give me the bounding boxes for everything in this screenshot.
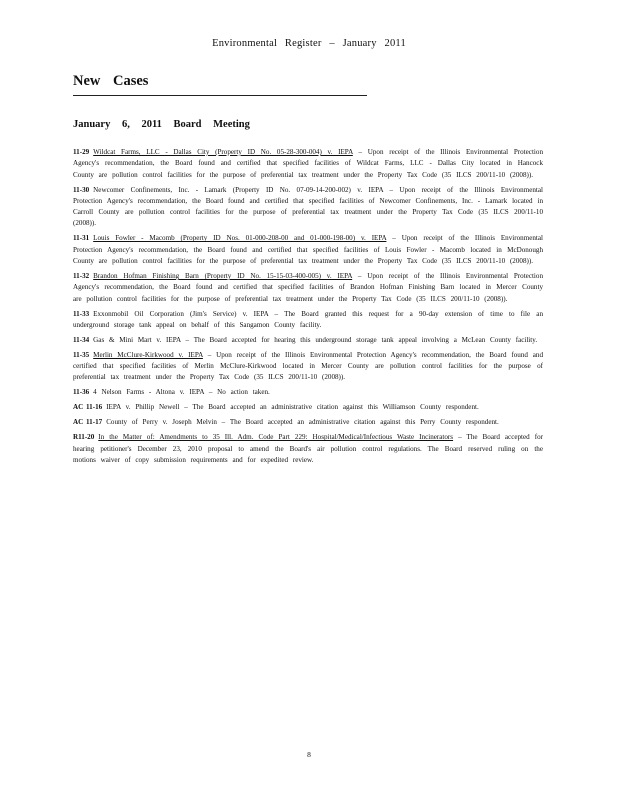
case-entry [73,335,543,346]
case-id: 11-36 [73,388,90,397]
case-link[interactable]: Brandon Hofman Finishing Barn (Property ID No. 15-15-03-400-005) v. IEPA [93,272,353,281]
case-id: 11-32 [73,272,90,281]
case-id: 11-29 [73,148,90,156]
case-id: 11-31 [73,234,90,243]
case-text: Gas & Mini Mart v. IEPA – The Board accepted for hearing this underground storage tank appeal involving a McLean County facility. [93,335,538,344]
case-id: AC 11-16 [73,403,103,412]
case-entry [73,402,543,413]
case-text: IEPA v. Phillip Newell – The Board accepted an administrative citation against this Williamson County respondent. [106,403,479,412]
section-title: New Cases [73,73,149,89]
case-entries [73,147,543,470]
case-text: Exxonmobil Oil Corporation (Jim's Service) v. IEPA – The Board granted this request for a 90-day extension of time to file an underground storage tank appeal on behalf of this Sangamon County facility. [73,309,543,329]
case-link[interactable]: Wildcat Farms, LLC - Dallas City (Property ID No. 05-28-300-004) v. IEPA [93,148,353,156]
case-id: 11-33 [73,309,90,318]
case-link[interactable]: Louis Fowler - Macomb (Property ID Nos. 01-000-208-00 and 01-000-198-00) v. IEPA [93,234,387,243]
case-text: – Upon receipt of the Illinois Environmental Protection Agency's recommendation, the Board found and certified that specified facilities of Merlin McClure-Kirkwood located in Mercer County are pollution control facilities for the purpose of preferential tax treatment under the Property Tax Code (35 ILCS 200/11-10 (2008)). [73,350,543,382]
case-text: County of Perry v. Joseph Melvin – The Board accepted an administrative citation against this Perry County respondent. [106,418,499,427]
case-id: 11-30 [73,185,90,194]
case-id: AC 11-17 [73,418,103,427]
case-id: 11-34 [73,335,90,344]
page-number: 8 [307,750,311,759]
case-entry [73,271,543,305]
case-entry [73,233,543,267]
case-entry [73,147,543,181]
case-text: – Upon receipt of the Illinois Environmental Protection Agency's recommendation, the Board found and certified that specified facilities of Louis Fowler - Macomb located in McDonough County are pollution control facilities for the purpose of preferential tax treatment under the Property Tax Code (35 ILCS 200/11-10 (2008)). [73,234,543,266]
case-entry [73,432,543,466]
case-entry [73,185,543,230]
case-entry [73,387,543,398]
case-entry [73,350,543,384]
case-id: R11-20 [73,433,95,442]
case-text: 4 Nelson Farms - Altona v. IEPA – No action taken. [93,388,270,397]
case-link[interactable]: In the Matter of: Amendments to 35 Ill. Adm. Code Part 229: Hospital/Medical/Infectious Waste Incinerators [98,433,454,442]
case-entry [73,417,543,428]
case-text: – The Board accepted for hearing petitioner's December 23, 2010 proposal to amend the Board's air pollution control regulations. The Board reserved ruling on the motions waiver of copy submission requirements and for expedited review. [73,433,544,464]
section-rule [73,95,367,96]
case-text: – Upon receipt of the Illinois Environmental Protection Agency's recommendation, the Board found and certified that specified facilities of Wildcat Farms, LLC - Dallas City located in Hancock County are pollution control facilities for the purpose of preferential tax treatment under the Property Tax Code (35 ILCS 200/11-10 (2008)). [73,148,543,179]
case-link[interactable]: Merlin McClure-Kirkwood v. IEPA [93,350,203,359]
case-text: – Upon receipt of the Illinois Environmental Protection Agency's recommendation, the Board found and certified that specified facilities of Brandon Hofman Finishing Barn located in Mercer County are pollution control facilities for the purpose of preferential tax treatment under the Property Tax Code (35 ILCS 200/11-10 (2008)). [73,272,544,303]
running-header: Environmental Register – January 2011 [212,38,406,49]
case-entry [73,309,543,332]
case-id: 11-35 [73,350,90,359]
meeting-heading: January 6, 2011 Board Meeting [73,119,250,130]
case-text: Newcomer Confinements, Inc. - Lamark (Property ID No. 07-09-14-200-002) v. IEPA – Upon receipt of the Illinois Environmental Protection Agency's recommendation, the Board found and certified that specified facilities of Newcomer Confinements, Inc. - Lamark located in Carroll County are pollution control facilities for the purpose of preferential tax treatment under the Property Tax Code (35 ILCS 200/11-10 (2008)). [73,185,543,228]
